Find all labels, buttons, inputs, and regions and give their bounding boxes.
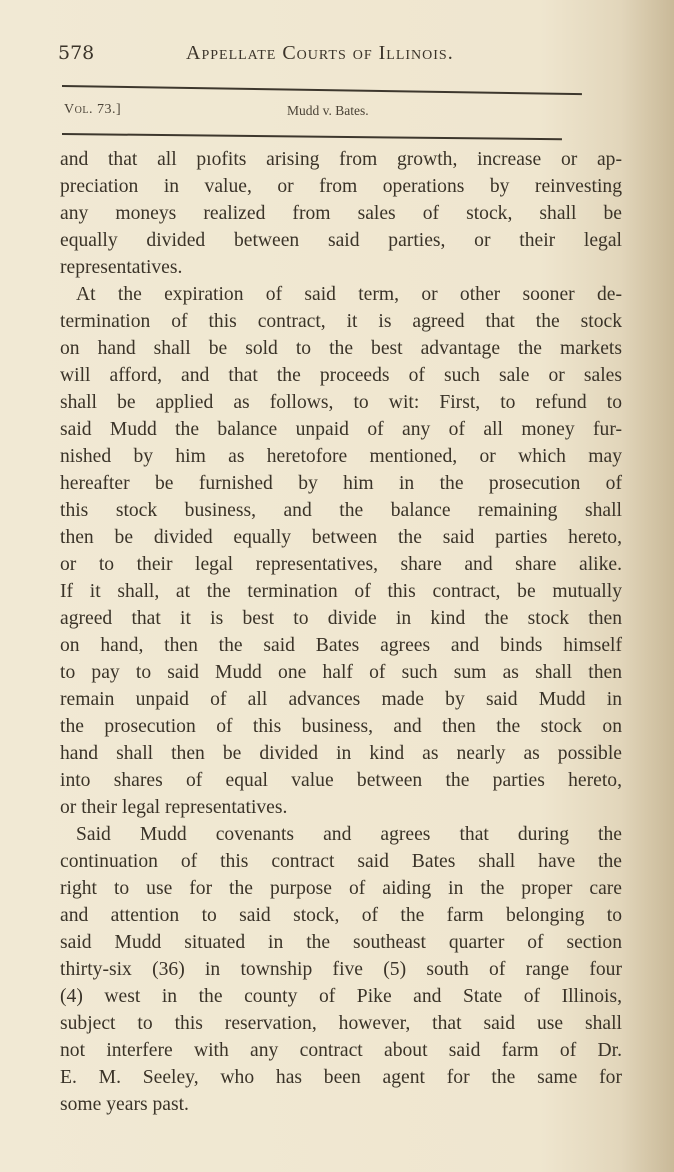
text-line: remain unpaid of all advances made by said Mudd in — [60, 689, 622, 710]
text-line: right to use for the purpose of aiding in the proper care — [60, 878, 622, 899]
text-line: or their legal representatives. — [60, 797, 288, 818]
running-title: Appellate Courts of Illinois. — [186, 42, 454, 64]
text-line: If it shall, at the termination of this contract, be mutually — [60, 581, 622, 602]
text-line: into shares of equal value between the parties hereto, — [60, 770, 622, 791]
text-line: and that all pıofits arising from growth, increase or ap- — [60, 149, 622, 170]
text-line: any moneys realized from sales of stock, shall be — [60, 203, 622, 224]
text-line: and attention to said stock, of the farm belonging to — [60, 905, 622, 926]
text-line: representatives. — [60, 257, 183, 278]
volume-label: Vol. 73.] — [64, 102, 122, 117]
text-line: subject to this reservation, however, that said use shall — [60, 1013, 622, 1034]
subhead — [64, 102, 604, 118]
text-line: said Mudd situated in the southeast quarter of section — [60, 932, 622, 953]
text-line: not interfere with any contract about said farm of Dr. — [60, 1040, 622, 1061]
text-line: termination of this contract, it is agreed that the stock — [60, 311, 622, 332]
text-line: to pay to said Mudd one half of such sum as shall then — [60, 662, 622, 683]
text-line: hand shall then be divided in kind as nearly as possible — [60, 743, 622, 764]
text-line: Said Mudd covenants and agrees that during the — [76, 824, 622, 845]
text-line: will afford, and that the proceeds of such sale or sales — [60, 365, 622, 386]
text-line: the prosecution of this business, and then the stock on — [60, 716, 622, 737]
paragraph — [60, 821, 622, 1118]
text-line: agreed that it is best to divide in kind the stock then — [60, 608, 622, 629]
running-head — [58, 42, 618, 65]
text-line: At the expiration of said term, or other sooner de- — [76, 284, 622, 305]
text-line: on hand shall be sold to the best advantage the markets — [60, 338, 622, 359]
text-line: on hand, then the said Bates agrees and binds himself — [60, 635, 622, 656]
paragraph — [60, 281, 622, 821]
text-line: hereafter be furnished by him in the prosecution of — [60, 473, 622, 494]
text-line: said Mudd the balance unpaid of any of all money fur- — [60, 419, 622, 440]
case-name: Mudd v. Bates. — [287, 103, 369, 118]
text-line: this stock business, and the balance remaining shall — [60, 500, 622, 521]
paragraph — [60, 146, 622, 281]
header-rule-bottom — [62, 133, 562, 140]
text-line: thirty-six (36) in township five (5) south of range four — [60, 959, 622, 980]
body-text — [60, 146, 622, 1118]
text-line: or to their legal representatives, share and share alike. — [60, 554, 622, 575]
text-line: equally divided between said parties, or their legal — [60, 230, 622, 251]
text-line: shall be applied as follows, to wit: First, to refund to — [60, 392, 622, 413]
header-rule-top — [62, 85, 582, 95]
text-line: then be divided equally between the said parties hereto, — [60, 527, 622, 548]
text-line: E. M. Seeley, who has been agent for the same for — [60, 1067, 622, 1088]
text-line: some years past. — [60, 1094, 189, 1115]
text-line: preciation in value, or from operations by reinvesting — [60, 176, 622, 197]
page-number: 578 — [58, 42, 95, 64]
text-line: nished by him as heretofore mentioned, or which may — [60, 446, 622, 467]
text-line: continuation of this contract said Bates shall have the — [60, 851, 622, 872]
text-line: (4) west in the county of Pike and State of Illinois, — [60, 986, 622, 1007]
